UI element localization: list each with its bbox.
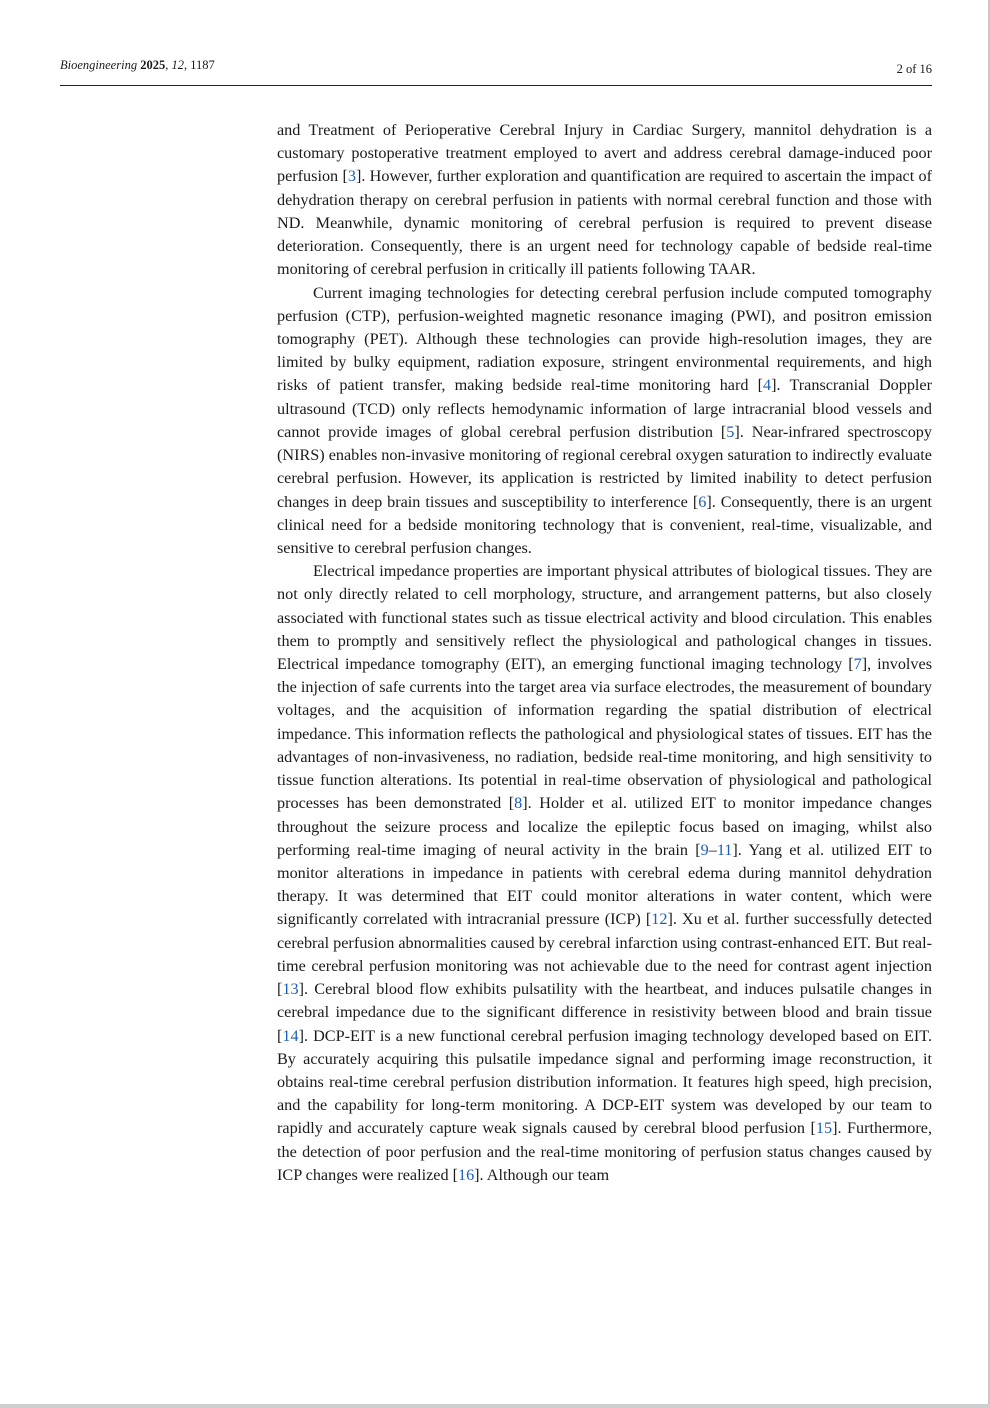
text-run: ]. Yang et al. utilized EIT to monitor alterations in impedance in patients with cerebral edema during mannitol dehydration therapy. It was determined that EIT could monitor alterations in water content, which were significantly correlated with intracranial pressure (ICP) [: [277, 840, 932, 929]
text-run: ]. Cerebral blood flow exhibits pulsatility with the heartbeat, and induces pulsatile changes in cerebral impedance due to the significant difference in resistivity between blood and brain tissue [: [277, 980, 932, 1045]
text-run: ]. Holder et al. utilized EIT to monitor impedance changes throughout the seizure process and localize the epileptic focus based on imaging, whilst also performing real-time imaging of neural activity in the brain [: [277, 794, 932, 859]
journal-year: 2025: [140, 58, 166, 72]
paragraph-p3: [277, 560, 932, 1187]
header-rule: [60, 85, 932, 86]
text-run: ]. DCP-EIT is a new functional cerebral perfusion imaging technology developed based on EIT. By accurately acquiring this pulsatile impedance signal and performing image reconstruction, it obtains real-time cerebral perfusion distribution information. It features high speed, high precision, and the capability for long-term monitoring. A DCP-EIT system was developed by our team to rapidly and accurately capture weak signals caused by cerebral blood perfusion [: [277, 1026, 932, 1138]
text-run: –: [708, 840, 717, 859]
citation-link[interactable]: 5: [726, 422, 735, 441]
citation-link[interactable]: 8: [514, 794, 523, 813]
citation-link[interactable]: 3: [347, 167, 356, 186]
page-number: 2 of 16: [896, 62, 932, 76]
text-run: Current imaging technologies for detecting cerebral perfusion include computed tomography perfusion (CTP), perfusion-weighted magnetic resonance imaging (PWI), and positron emission tomography (PET). Although these technologies can provide high-resolution images, they are limited by bulky equipment, radiation exposure, stringent environmental requirements, and high risks of patient transfer, making bedside real-time monitoring hard [: [277, 283, 932, 395]
text-run: ]. Although our team: [474, 1165, 610, 1184]
citation-link[interactable]: 14: [282, 1026, 299, 1045]
text-run: ]. Consequently, there is an urgent clinical need for a bedside monitoring technology that is convenient, real-time, visualizable, and sensitive to cerebral perfusion changes.: [277, 492, 932, 557]
paragraph-p1: [277, 119, 932, 282]
text-run: ]. Xu et al. further successfully detected cerebral perfusion abnormalities caused by cerebral infarction using contrast-enhanced EIT. But real-time cerebral perfusion monitoring was not achievable due to the need for contrast agent injection [: [277, 910, 933, 999]
citation-link[interactable]: 7: [853, 655, 862, 674]
journal-name: Bioengineering: [60, 58, 138, 72]
citation-link[interactable]: 13: [282, 980, 299, 999]
journal-citation: Bioengineering 2025, 12, 1187: [60, 58, 215, 72]
citation-link[interactable]: 15: [815, 1119, 833, 1138]
citation-link[interactable]: 4: [763, 376, 772, 395]
text-run: ], involves the injection of safe currents into the target area via surface electrodes, the measurement of boundary voltages, and the acquisition of information regarding the spatial distribution of electrical impedance. This information reflects the pathological and physiological states of tissues. EIT has the advantages of non-invasiveness, no radiation, bedside real-time monitoring, and high sensitivity to tissue function alterations. Its potential in real-time observation of physiological and pathological processes has been demonstrated [: [277, 655, 932, 813]
text-run: ]. Near-infrared spectroscopy (NIRS) enables non-invasive monitoring of regional cerebral oxygen saturation to indirectly evaluate cerebral perfusion. However, its application is restricted by limited inability to detect perfusion changes in deep brain tissues and susceptibility to interference [: [277, 422, 932, 511]
article-number: 1187: [190, 58, 215, 72]
citation-link[interactable]: 11: [716, 840, 733, 859]
body-text: [277, 119, 932, 1187]
running-header: [60, 58, 932, 78]
page-edge-bottom: [0, 1404, 990, 1408]
text-run: ]. However, further exploration and quantification are required to ascertain the impact of dehydration therapy on cerebral perfusion in patients with normal cerebral function and those with ND. Meanwhile, dynamic monitoring of cerebral perfusion is required to prevent disease deterioration. Consequently, there is an urgent need for technology capable of bedside real-time monitoring of cerebral perfusion in critically ill patients following TAAR.: [277, 167, 932, 279]
citation-link[interactable]: 12: [651, 910, 668, 929]
citation-link[interactable]: 16: [457, 1165, 475, 1184]
citation-link[interactable]: 9: [700, 840, 709, 859]
citation-link[interactable]: 6: [698, 492, 707, 511]
journal-volume: 12: [171, 58, 184, 72]
text-run: Electrical impedance properties are important physical attributes of biological tissues. They are not only directly related to cell morphology, structure, and arrangement patterns, but also closely associated with functional states such as tissue electrical activity and blood circulation. This enables them to promptly and sensitively reflect the physiological and pathological changes in tissues. Electrical impedance tomography (EIT), an emerging functional imaging technology [: [277, 562, 932, 674]
text-run: ]. Furthermore, the detection of poor perfusion and the real-time monitoring of perfusion status changes caused by ICP changes were realized [: [277, 1119, 932, 1184]
text-run: ]. Transcranial Doppler ultrasound (TCD) only reflects hemodynamic information of large intracranial blood vessels and cannot provide images of global cerebral perfusion distribution [: [277, 376, 932, 441]
text-run: and Treatment of Perioperative Cerebral Injury in Cardiac Surgery, mannitol dehydration is a customary postoperative treatment employed to avert and address cerebral damage-induced poor perfusion [: [277, 121, 932, 186]
paragraph-p2: [277, 282, 932, 561]
